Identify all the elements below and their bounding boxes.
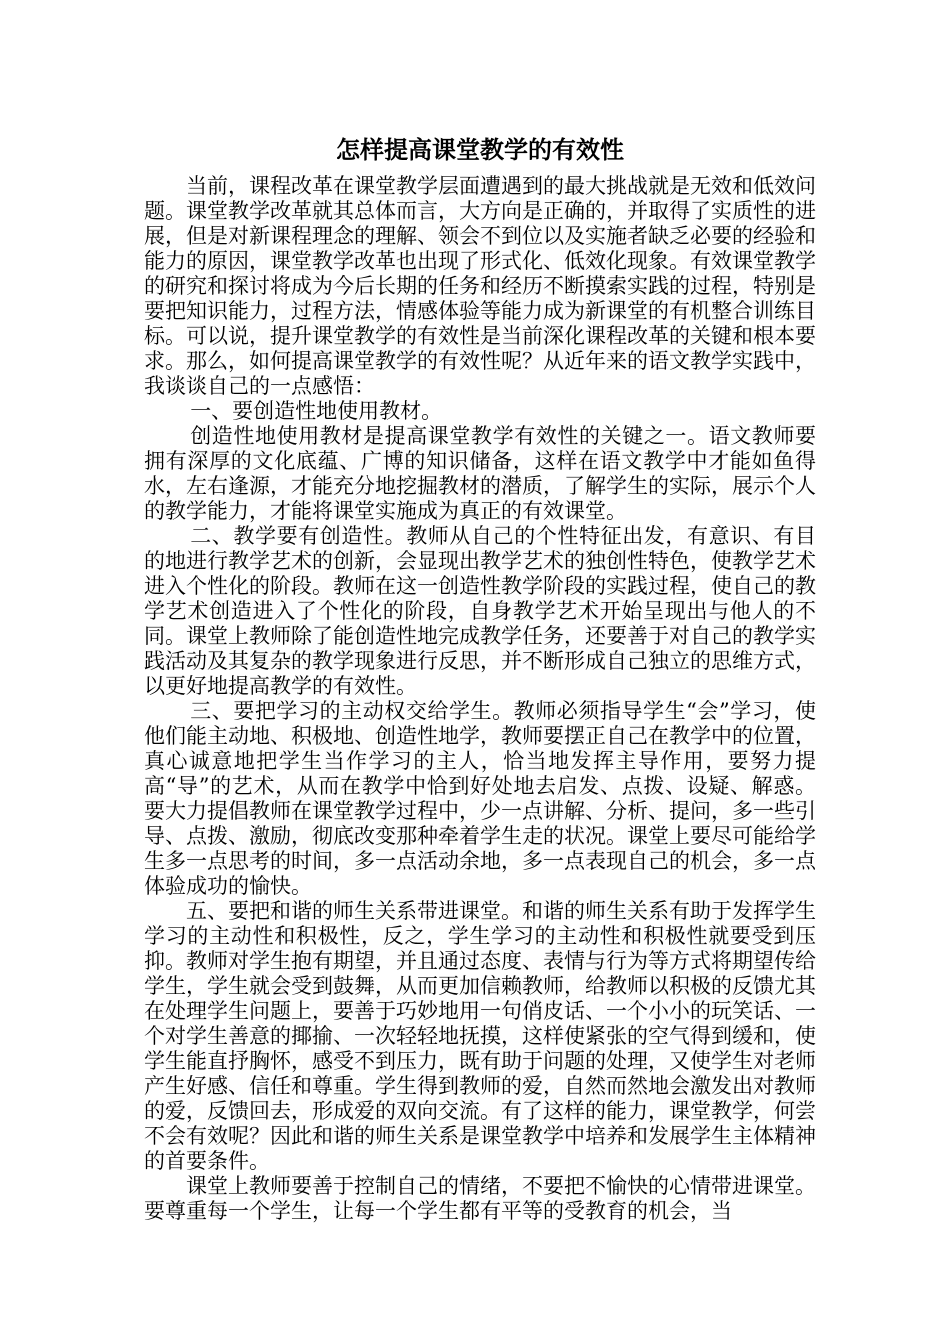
paragraph-section-1: 创造性地使用教材是提高课堂教学有效性的关键之一。语文教师要拥有深厚的文化底蕴、广博的知识储备，这样在语文教学中才能如鱼得水，左右逢源，才能充分地挖掘教材的潜质，了解学生的实际，展示个人的教学能力，才能将课堂实施成为真正的有效课堂。 <box>144 424 816 523</box>
paragraph-section-5: 五、要把和谐的师生关系带进课堂。和谐的师生关系有助于发挥学生学习的主动性和积极性，反之，学生学习的主动性和积极性就要受到压抑。教师对学生抱有期望，并且通过态度、表情与行为等方式将期望传给学生，学生就会受到鼓舞，从而更加信赖教师，给教师以积极的反馈尤其在处理学生问题上，要善于巧妙地用一句俏皮话、一个小小的玩笑话、一个对学生善意的揶揄、一次轻轻地抚摸，这样使紧张的空气得到缓和，使学生能直抒胸怀，感受不到压力，既有助于问题的处理，又使学生对老师产生好感、信任和尊重。学生得到教师的爱，自然而然地会激发出对教师的爱，反馈回去，形成爱的双向交流。有了这样的能力，课堂教学，何尝不会有效呢？因此和谐的师生关系是课堂教学中培养和发展学生主体精神的首要条件。 <box>144 899 816 1173</box>
paragraph-intro: 当前，课程改革在课堂教学层面遭遇到的最大挑战就是无效和低效问题。课堂教学改革就其总体而言，大方向是正确的，并取得了实质性的进展，但是对新课程理念的理解、领会不到位以及实施者缺乏必要的经验和能力的原因，课堂教学改革也出现了形式化、低效化现象。有效课堂教学的研究和探讨将成为今后长期的任务和经历不断摸索实践的过程，特别是要把知识能力，过程方法，情感体验等能力成为新课堂的有机整合训练目标。可以说，提升课堂教学的有效性是当前深化课程改革的关键和根本要求。那么，如何提高课堂教学的有效性呢？从近年来的语文教学实践中，我谈谈自己的一点感悟： <box>144 174 816 398</box>
document-title: 怎样提高课堂教学的有效性 <box>336 135 624 164</box>
paragraph-section-2: 二、教学要有创造性。教师从自己的个性特征出发，有意识、有目的地进行教学艺术的创新，会显现出教学艺术的独创性特色，使教学艺术进入个性化的阶段。教师在这一创造性教学阶段的实践过程，使自己的教学艺术创造进入了个性化的阶段，自身教学艺术开始呈现出与他人的不同。课堂上教师除了能创造性地完成教学任务，还要善于对自己的教学实践活动及其复杂的教学现象进行反思，并不断形成自己独立的思维方式，以更好地提高教学的有效性。 <box>144 524 816 698</box>
document-page <box>144 130 816 1224</box>
paragraph-closing: 课堂上教师要善于控制自己的情绪，不要把不愉快的心情带进课堂。要尊重每一个学生，让每一个学生都有平等的受教育的机会，当 <box>144 1174 816 1223</box>
paragraph-section-3: 三、要把学习的主动权交给学生。教师必须指导学生“会”学习，使他们能主动地、积极地、创造性地学，教师要摆正自己在教学中的位置，真心诚意地把学生当作学习的主人，恰当地发挥主导作用，要努力提高“导”的艺术，从而在教学中恰到好处地去启发、点拨、设疑、解惑。要大力提倡教师在课堂教学过程中，少一点讲解、分析、提问，多一些引导、点拨、激励，彻底改变那种牵着学生走的状况。课堂上要尽可能给学生多一点思考的时间，多一点活动余地，多一点表现自己的机会，多一点体验成功的愉快。 <box>144 699 816 898</box>
section-heading-1: 一、要创造性地使用教材。 <box>190 399 443 423</box>
